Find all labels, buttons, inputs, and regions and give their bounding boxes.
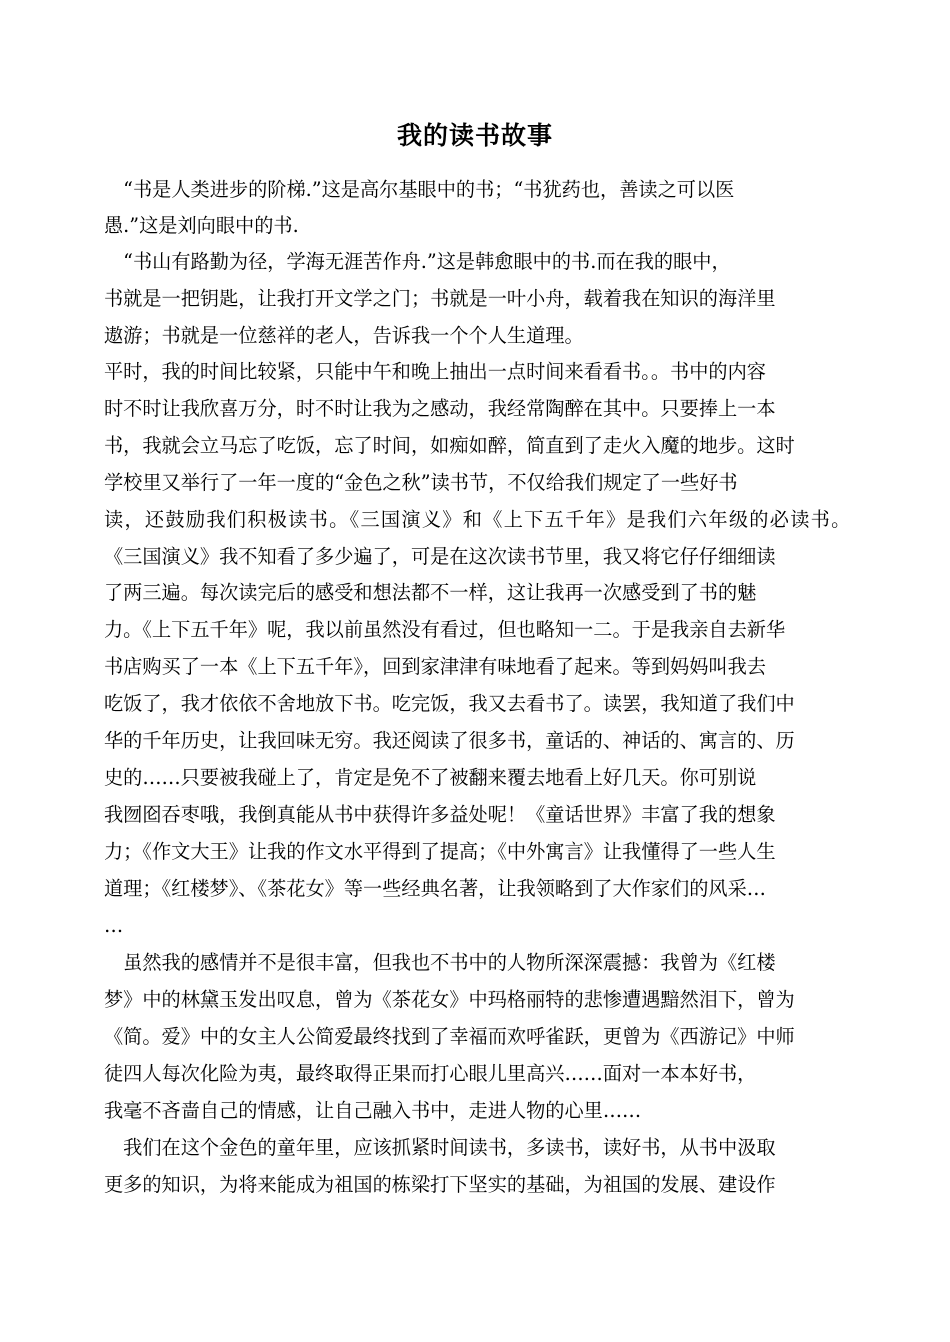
text-line: 道理；《红楼梦》、《茶花女》等一些经典名著，让我领略到了大作家们的风采… — [104, 877, 766, 900]
text-line: 书就是一把钥匙，让我打开文学之门；书就是一叶小舟，载着我在知识的海洋里 — [104, 287, 776, 310]
text-line: 遨游；书就是一位慈祥的老人，告诉我一个个人生道理。 — [104, 324, 584, 347]
text-line: 更多的知识，为将来能成为祖国的栋梁打下坚实的基础，为祖国的发展、建设作 — [104, 1173, 776, 1196]
text-line: “书山有路勤为径，学海无涯苦作舟.”这是韩愈眼中的书.而在我的眼中， — [104, 250, 731, 273]
text-line: 吃饭了，我才依依不舍地放下书。吃完饭，我又去看书了。读罢，我知道了我们中 — [104, 692, 795, 715]
text-line: 时不时让我欣喜万分，时不时让我为之感动，我经常陶醉在其中。只要捧上一本 — [104, 397, 776, 420]
text-line: 读，还鼓励我们积极读书。《三国演义》和《上下五千年》是我们六年级的必读书。 — [104, 508, 852, 531]
text-line: 我囫囵吞枣哦，我倒真能从书中获得许多益处呢！《童话世界》丰富了我的想象 — [104, 803, 776, 826]
text-line: 力。《上下五千年》呢，我以前虽然没有看过，但也略知一二。于是我亲自去新华 — [104, 618, 786, 641]
text-line: 徒四人每次化险为夷，最终取得正果而打心眼儿里高兴……面对一本本好书， — [104, 1062, 757, 1085]
text-line: 力；《作文大王》让我的作文水平得到了提高；《中外寓言》让我懂得了一些人生 — [104, 840, 776, 863]
text-line: 书店购买了一本《上下五千年》，回到家津津有味地看了起来。等到妈妈叫我去 — [104, 655, 766, 678]
text-line: 华的千年历史，让我回味无穷。我还阅读了很多书，童话的、神话的、寓言的、历 — [104, 729, 795, 752]
text-line: 史的……只要被我碰上了，肯定是免不了被翻来覆去地看上好几天。你可别说 — [104, 766, 757, 789]
document-title: 我的读书故事 — [396, 121, 553, 150]
text-line: 梦》中的林黛玉发出叹息，曾为《茶花女》中玛格丽特的悲惨遭遇黯然泪下，曾为 — [104, 988, 795, 1011]
text-line: 平时，我的时间比较紧，只能中午和晚上抽出一点时间来看看书。。书中的内容 — [104, 360, 766, 383]
text-line: 我们在这个金色的童年里，应该抓紧时间读书，多读书，读好书，从书中汲取 — [104, 1136, 776, 1159]
text-line: … — [104, 914, 124, 937]
text-line: 了两三遍。每次读完后的感受和想法都不一样，这让我再一次感受到了书的魅 — [104, 581, 757, 604]
text-line: 我毫不吝啬自己的情感，让自己融入书中，走进人物的心里…… — [104, 1099, 642, 1122]
text-line: “书是人类进步的阶梯.”这是高尔基眼中的书；“书犹药也，善读之可以医 — [104, 178, 735, 201]
text-line: 愚.”这是刘向眼中的书. — [104, 214, 299, 237]
text-line: 《简。爱》中的女主人公简爱最终找到了幸福而欢呼雀跃，更曾为《西游记》中师 — [104, 1025, 795, 1048]
text-line: 《三国演义》我不知看了多少遍了，可是在这次读书节里，我又将它仔仔细细读 — [104, 545, 776, 568]
text-line: 书，我就会立马忘了吃饭，忘了时间，如痴如醉，简直到了走火入魔的地步。这时 — [104, 434, 795, 457]
text-line: 虽然我的感情并不是很丰富，但我也不书中的人物所深深震撼：我曾为《红楼 — [104, 951, 776, 974]
text-line: 学校里又举行了一年一度的“金色之秋”读书节，不仅给我们规定了一些好书 — [104, 471, 738, 494]
